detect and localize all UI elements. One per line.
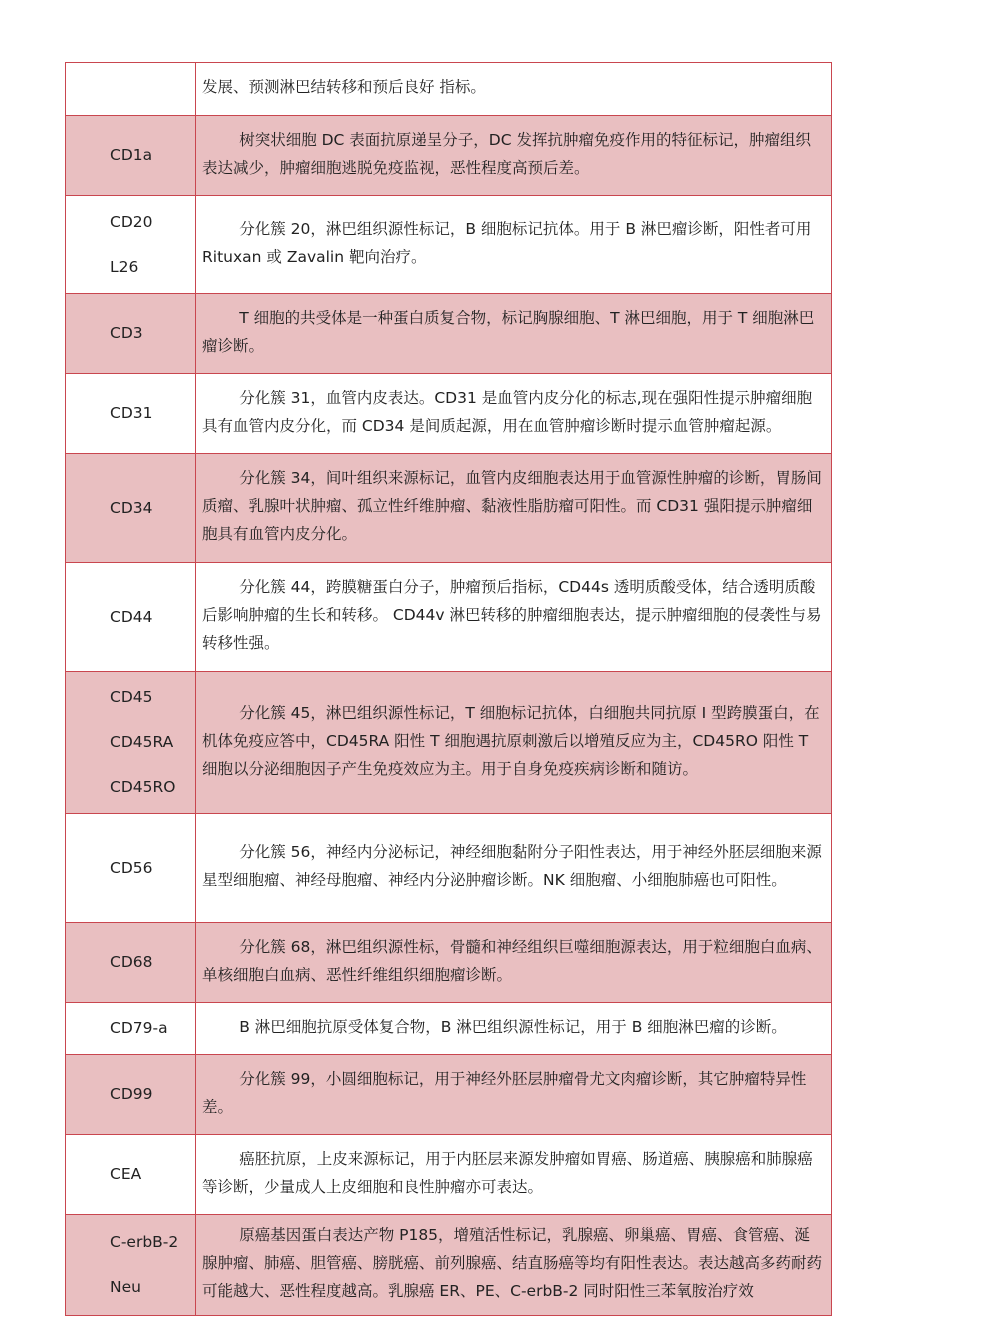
marker-name-cell [66,563,196,672]
marker-name: CD34 [110,498,153,517]
marker-name-cell [66,923,196,1003]
marker-name: C-erbB-2 [110,1233,179,1251]
marker-desc-cell [196,63,832,116]
marker-desc: 分化簇 56，神经内分泌标记，神经细胞黏附分子阳性表达，用于神经外胚层细胞来源星型细胞瘤、神经母胞瘤、神经内分泌肿瘤诊断。NK 细胞瘤、小细胞肺癌也可阳性。 [202,843,822,889]
table-row [66,374,832,454]
marker-name: CD1a [110,146,153,164]
marker-name: CD45RA [110,733,174,751]
marker-desc: 发展、预测淋巴结转移和预后良好 指标。 [202,78,486,96]
marker-name-cell [66,1003,196,1055]
table-row [66,1003,832,1055]
table-row [66,1135,832,1215]
table-row [66,63,832,116]
marker-name: L26 [110,257,139,276]
marker-name-cell [66,196,196,294]
table-row [66,563,832,672]
marker-desc-cell [196,196,832,294]
marker-desc: 树突状细胞 DC 表面抗原递呈分子，DC 发挥抗肿瘤免疫作用的特征标记，肿瘤组织表达减少，肿瘤细胞逃脱免疫监视，恶性程度高预后差。 [202,130,811,177]
table-row [66,116,832,196]
marker-desc-cell [196,1135,832,1215]
marker-name: CD68 [110,953,153,971]
marker-desc-cell [196,374,832,454]
marker-desc-cell [196,563,832,672]
marker-name-cell [66,1055,196,1135]
marker-name: CD20 [110,212,153,231]
marker-name-cell [66,374,196,454]
marker-name-cell [66,1215,196,1316]
marker-desc-cell [196,814,832,923]
table-row [66,1055,832,1135]
marker-desc-cell [196,454,832,563]
marker-name: Neu [110,1278,141,1296]
marker-table [65,62,832,1316]
marker-desc: T 细胞的共受体是一种蛋白质复合物，标记胸腺细胞、T 淋巴细胞，用于 T 细胞淋巴瘤诊断。 [202,308,815,355]
marker-name-cell [66,294,196,374]
marker-desc: 分化簇 44，跨膜糖蛋白分子，肿瘤预后指标，CD44s 透明质酸受体，结合透明质酸后影响肿瘤的生长和转移。 CD44v 淋巴转移的肿瘤细胞表达，提示肿瘤细胞的侵袭性与易转移性强。 [202,578,822,652]
marker-name: CD56 [110,858,153,877]
marker-desc: 分化簇 31，血管内皮表达。CD31 是血管内皮分化的标志,现在强阳性提示肿瘤细胞具有血管内皮分化，而 CD34 是间质起源，用在血管肿瘤诊断时提示血管肿瘤起源。 [202,388,813,435]
marker-name: CD45RO [110,778,176,796]
table-row [66,1215,832,1316]
marker-desc-cell [196,923,832,1003]
marker-desc: 癌胚抗原，上皮来源标记，用于内胚层来源发肿瘤如胃癌、肠道癌、胰腺癌和肺腺癌等诊断，少量成人上皮细胞和良性肿瘤亦可表达。 [202,1149,813,1196]
table-row [66,814,832,923]
table-row [66,196,832,294]
marker-desc: 分化簇 45，淋巴组织源性标记，T 细胞标记抗体，白细胞共同抗原 I 型跨膜蛋白，在机体免疫应答中，CD45RA 阳性 T 细胞遇抗原刺激后以增殖反应为主，CD45RO 阳性 T 细胞以分泌细胞因子产生免疫效应为主。用于自身免疫疾病诊断和随访。 [202,703,820,778]
marker-name: CD99 [110,1085,153,1103]
marker-name: CD45 [110,688,153,706]
table-row [66,294,832,374]
marker-desc: 分化簇 68，淋巴组织源性标，骨髓和神经组织巨噬细胞源表达，用于粒细胞白血病、单核细胞白血病、恶性纤维组织细胞瘤诊断。 [202,937,822,984]
table-row [66,454,832,563]
marker-name: CD3 [110,324,143,342]
marker-desc-cell [196,672,832,814]
marker-name-cell [66,63,196,116]
marker-desc-cell [196,294,832,374]
marker-desc-cell [196,1215,832,1316]
marker-desc: 分化簇 20，淋巴组织源性标记，B 细胞标记抗体。用于 B 淋巴瘤诊断，阳性者可用 Rituxan 或 Zavalin 靶向治疗。 [202,219,812,266]
marker-name-cell [66,1135,196,1215]
marker-desc: 分化簇 34，间叶组织来源标记，血管内皮细胞表达用于血管源性肿瘤的诊断，胃肠间质瘤、乳腺叶状肿瘤、孤立性纤维肿瘤、黏液性脂肪瘤可阳性。而 CD31 强阳提示肿瘤细胞具有血管内皮分化。 [202,469,822,543]
marker-name-cell [66,814,196,923]
marker-desc: 原癌基因蛋白表达产物 P185，增殖活性标记，乳腺癌、卵巢癌、胃癌、食管癌、涎腺肿瘤、肺癌、胆管癌、膀胱癌、前列腺癌、结直肠癌等均有阳性表达。表达越高多药耐药可能越大、恶性程度越高。乳腺癌 ER、PE、C-erbB-2 同时阳性三苯氧胺治疗效 [202,1226,823,1300]
marker-desc-cell [196,1055,832,1135]
table-row [66,923,832,1003]
marker-desc: 分化簇 99，小圆细胞标记，用于神经外胚层肿瘤骨尤文肉瘤诊断，其它肿瘤特异性差。 [202,1069,807,1116]
marker-name: CD44 [110,607,153,626]
marker-name: CD79-a [110,1019,168,1037]
table-row [66,672,832,814]
marker-name-cell [66,672,196,814]
marker-name: CEA [110,1165,142,1183]
marker-desc-cell [196,116,832,196]
marker-desc: B 淋巴细胞抗原受体复合物，B 淋巴组织源性标记，用于 B 细胞淋巴瘤的诊断。 [239,1017,787,1036]
marker-name-cell [66,454,196,563]
marker-name: CD31 [110,404,153,422]
marker-desc-cell [196,1003,832,1055]
marker-name-cell [66,116,196,196]
